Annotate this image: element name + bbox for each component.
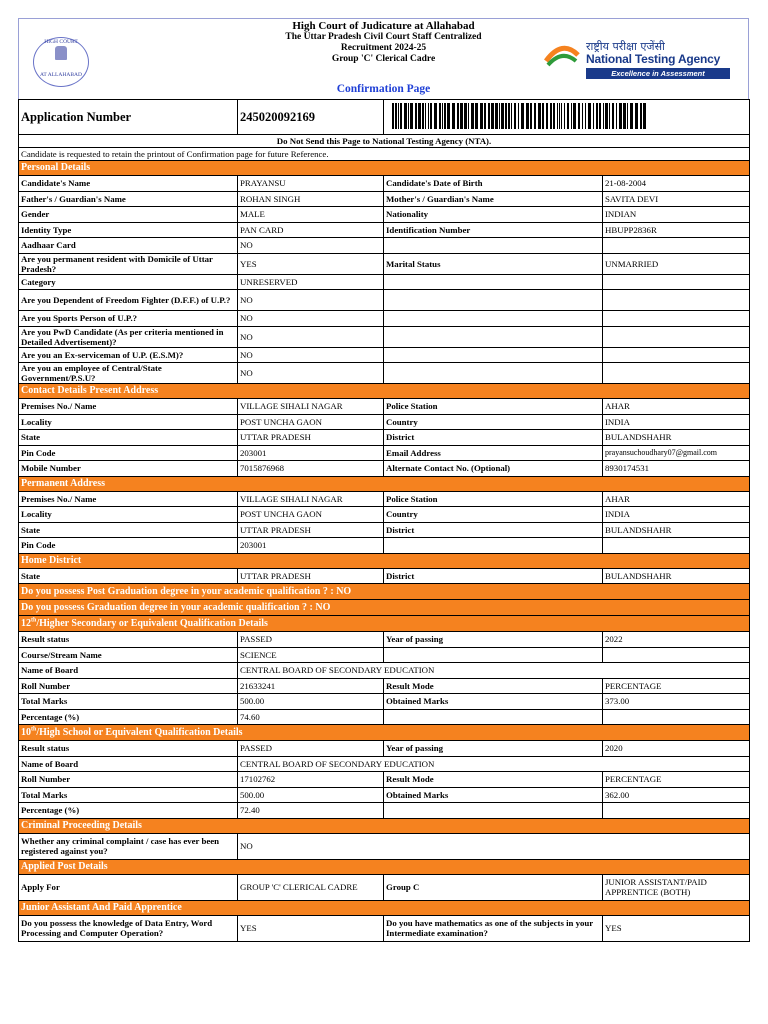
esm-label: Are you an Ex-serviceman of U.P. (E.S.M)?	[19, 347, 238, 363]
group-c-value: JUNIOR ASSISTANT/PAID APPRENTICE (BOTH)	[603, 874, 750, 900]
gender-value: MALE	[238, 207, 384, 223]
header-line-4: Group 'C' Clerical Cadre	[331, 54, 436, 64]
email-value: prayansuchoudhary07@gmail.com	[603, 445, 750, 461]
10th-year-label: Year of passing	[384, 741, 603, 757]
nta-logo	[544, 39, 740, 83]
mobile-value: 7015876968	[238, 461, 384, 477]
nta-hindi-name: राष्ट्रीय परीक्षा एजेंसी	[586, 40, 665, 53]
application-number-row	[19, 100, 750, 135]
seal-top-text: HIGH COURT	[44, 39, 78, 45]
section-personal-details: Personal Details	[19, 161, 750, 176]
marital-status-value: UNMARRIED	[603, 253, 750, 274]
12th-stream-label: Course/Stream Name	[19, 647, 238, 663]
10th-roll-label: Roll Number	[19, 772, 238, 788]
confirmation-page	[18, 18, 749, 942]
pwd-label: Are you PwD Candidate (As per criteria mentioned in Detailed Advertisement)?	[19, 326, 238, 347]
present-police-value: AHAR	[603, 399, 750, 415]
gender-label: Gender	[19, 207, 238, 223]
12th-roll-value: 21633241	[238, 678, 384, 694]
permanent-premises-label: Premises No./ Name	[19, 491, 238, 507]
mathematics-question-value: YES	[603, 915, 750, 941]
10th-board-value: CENTRAL BOARD OF SECONDARY EDUCATION	[238, 756, 750, 772]
seal-bottom-text: AT ALLAHABAD	[40, 72, 82, 78]
home-district-label: District	[384, 568, 603, 584]
category-value: UNRESERVED	[238, 274, 384, 290]
present-premises-value: VILLAGE SIHALI NAGAR	[238, 399, 384, 415]
12th-title-num: 12	[21, 617, 31, 629]
section-permanent-address: Permanent Address	[19, 476, 750, 491]
section-12th-details	[19, 616, 750, 632]
alternate-contact-label: Alternate Contact No. (Optional)	[384, 461, 603, 477]
nta-english-name: National Testing Agency	[586, 52, 721, 66]
12th-mode-value: PERCENTAGE	[603, 678, 750, 694]
dff-value: NO	[238, 290, 384, 311]
criminal-question-label: Whether any criminal complaint / case has ever been registered against you?	[19, 833, 238, 859]
group-c-label: Group C	[384, 874, 603, 900]
10th-result-label: Result status	[19, 741, 238, 757]
identification-number-value: HBUPP2836R	[603, 222, 750, 238]
mother-name-label: Mother's / Guardian's Name	[384, 191, 603, 207]
permanent-country-value: INDIA	[603, 507, 750, 523]
section-10th-details	[19, 725, 750, 741]
pwd-value: NO	[238, 326, 384, 347]
permanent-pin-value: 203001	[238, 538, 384, 554]
do-not-send-notice: Do Not Send this Page to National Testing Agency (NTA).	[19, 135, 750, 148]
barcode-cell	[384, 100, 750, 135]
present-district-label: District	[384, 430, 603, 446]
permanent-premises-value: VILLAGE SIHALI NAGAR	[238, 491, 384, 507]
12th-stream-value: SCIENCE	[238, 647, 384, 663]
permanent-country-label: Country	[384, 507, 603, 523]
data-entry-question-value: YES	[238, 915, 384, 941]
permanent-pin-label: Pin Code	[19, 538, 238, 554]
dob-value: 21-08-2004	[603, 176, 750, 192]
father-name-value: ROHAN SINGH	[238, 191, 384, 207]
page-header	[18, 18, 749, 99]
12th-obtained-value: 373.00	[603, 694, 750, 710]
permanent-locality-label: Locality	[19, 507, 238, 523]
12th-total-label: Total Marks	[19, 694, 238, 710]
mother-name-value: SAVITA DEVI	[603, 191, 750, 207]
nta-logo-icon	[544, 45, 580, 69]
section-home-district: Home District	[19, 553, 750, 568]
permanent-police-label: Police Station	[384, 491, 603, 507]
10th-total-value: 500.00	[238, 787, 384, 803]
12th-year-value: 2022	[603, 632, 750, 648]
permanent-district-label: District	[384, 522, 603, 538]
sports-value: NO	[238, 311, 384, 327]
10th-year-value: 2020	[603, 741, 750, 757]
mobile-label: Mobile Number	[19, 461, 238, 477]
12th-mode-label: Result Mode	[384, 678, 603, 694]
court-name: High Court of Judicature at Allahabad	[292, 20, 475, 32]
10th-total-label: Total Marks	[19, 787, 238, 803]
header-line-3: Recruitment 2024-25	[340, 43, 427, 53]
section-criminal-proceeding: Criminal Proceeding Details	[19, 818, 750, 833]
10th-mode-value: PERCENTAGE	[603, 772, 750, 788]
govt-employee-value: NO	[238, 363, 384, 384]
12th-percentage-label: Percentage (%)	[19, 709, 238, 725]
pg-degree-question: Do you possess Post Graduation degree in your academic qualification ? : NO	[19, 584, 750, 600]
12th-title-rest: /Higher Secondary or Equivalent Qualification Details	[36, 617, 268, 629]
12th-roll-label: Roll Number	[19, 678, 238, 694]
10th-result-value: PASSED	[238, 741, 384, 757]
identity-type-label: Identity Type	[19, 222, 238, 238]
aadhaar-label: Aadhaar Card	[19, 238, 238, 254]
nationality-value: INDIAN	[603, 207, 750, 223]
12th-year-label: Year of passing	[384, 632, 603, 648]
header-line-2: The Uttar Pradesh Civil Court Staff Centralized	[285, 32, 482, 42]
present-locality-label: Locality	[19, 414, 238, 430]
present-police-label: Police Station	[384, 399, 603, 415]
present-premises-label: Premises No./ Name	[19, 399, 238, 415]
father-name-label: Father's / Guardian's Name	[19, 191, 238, 207]
barcode-image	[392, 103, 647, 129]
permanent-police-value: AHAR	[603, 491, 750, 507]
12th-result-value: PASSED	[238, 632, 384, 648]
10th-title-sup: th	[31, 726, 37, 733]
permanent-state-value: UTTAR PRADESH	[238, 522, 384, 538]
domicile-value: YES	[238, 253, 384, 274]
mathematics-question-label: Do you have mathematics as one of the subjects in your Intermediate examination?	[384, 915, 603, 941]
present-country-label: Country	[384, 414, 603, 430]
12th-result-label: Result status	[19, 632, 238, 648]
permanent-locality-value: POST UNCHA GAON	[238, 507, 384, 523]
marital-status-label: Marital Status	[384, 253, 603, 274]
12th-title-sup: th	[31, 617, 37, 624]
present-locality-value: POST UNCHA GAON	[238, 414, 384, 430]
12th-board-value: CENTRAL BOARD OF SECONDARY EDUCATION	[238, 663, 750, 679]
sports-label: Are you Sports Person of U.P.?	[19, 311, 238, 327]
10th-title-rest: /High School or Equivalent Qualification Details	[36, 726, 243, 738]
10th-percentage-value: 72.40	[238, 803, 384, 819]
10th-board-label: Name of Board	[19, 756, 238, 772]
application-table	[18, 99, 750, 942]
apply-for-value: GROUP 'C' CLERICAL CADRE	[238, 874, 384, 900]
dff-label: Are you Dependent of Freedom Fighter (D.F.F.) of U.P.?	[19, 290, 238, 311]
graduation-degree-question: Do you possess Graduation degree in your academic qualification ? : NO	[19, 600, 750, 616]
permanent-state-label: State	[19, 522, 238, 538]
domicile-label: Are you permanent resident with Domicile of Uttar Pradesh?	[19, 253, 238, 274]
10th-mode-label: Result Mode	[384, 772, 603, 788]
application-number-label: Application Number	[19, 100, 238, 135]
esm-value: NO	[238, 347, 384, 363]
nta-tagline: Excellence in Assessment	[586, 68, 730, 79]
present-pin-value: 203001	[238, 445, 384, 461]
section-present-address: Contact Details Present Address	[19, 384, 750, 399]
10th-obtained-label: Obtained Marks	[384, 787, 603, 803]
10th-roll-value: 17102762	[238, 772, 384, 788]
10th-title-num: 10	[21, 726, 31, 738]
home-district-value: BULANDSHAHR	[603, 568, 750, 584]
dob-label: Candidate's Date of Birth	[384, 176, 603, 192]
present-country-value: INDIA	[603, 414, 750, 430]
aadhaar-value: NO	[238, 238, 384, 254]
identification-number-label: Identification Number	[384, 222, 603, 238]
present-state-label: State	[19, 430, 238, 446]
12th-board-label: Name of Board	[19, 663, 238, 679]
12th-total-value: 500.00	[238, 694, 384, 710]
present-state-value: UTTAR PRADESH	[238, 430, 384, 446]
12th-obtained-label: Obtained Marks	[384, 694, 603, 710]
nationality-label: Nationality	[384, 207, 603, 223]
home-state-value: UTTAR PRADESH	[238, 568, 384, 584]
permanent-district-value: BULANDSHAHR	[603, 522, 750, 538]
retain-printout-note: Candidate is requested to retain the printout of Confirmation page for future Reference.	[19, 148, 750, 161]
email-label: Email Address	[384, 445, 603, 461]
present-pin-label: Pin Code	[19, 445, 238, 461]
category-label: Category	[19, 274, 238, 290]
candidate-name-label: Candidate's Name	[19, 176, 238, 192]
12th-percentage-value: 74.60	[238, 709, 384, 725]
govt-employee-label: Are you an employee of Central/State Government/P.S.U?	[19, 363, 238, 384]
alternate-contact-value: 8930174531	[603, 461, 750, 477]
10th-percentage-label: Percentage (%)	[19, 803, 238, 819]
section-junior-assistant: Junior Assistant And Paid Apprentice	[19, 900, 750, 915]
present-district-value: BULANDSHAHR	[603, 430, 750, 446]
home-state-label: State	[19, 568, 238, 584]
confirmation-title: Confirmation Page	[336, 83, 431, 95]
identity-type-value: PAN CARD	[238, 222, 384, 238]
application-number-value: 245020092169	[238, 100, 384, 135]
data-entry-question-label: Do you possess the knowledge of Data Entry, Word Processing and Computer Operation?	[19, 915, 238, 941]
candidate-name-value: PRAYANSU	[238, 176, 384, 192]
criminal-question-value: NO	[238, 833, 750, 859]
apply-for-label: Apply For	[19, 874, 238, 900]
section-applied-post: Applied Post Details	[19, 859, 750, 874]
10th-obtained-value: 362.00	[603, 787, 750, 803]
